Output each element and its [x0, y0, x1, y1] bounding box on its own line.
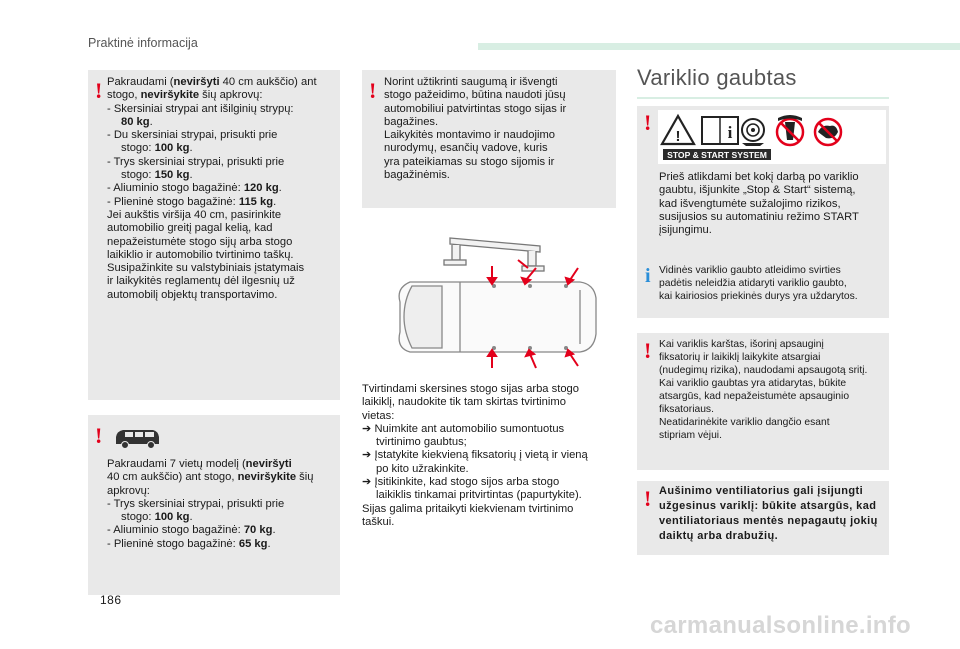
text-line — [659, 529, 878, 544]
warning-icon: ! — [644, 110, 652, 135]
text-line — [659, 429, 867, 442]
text: - Plieninė stogo bagažinė: — [107, 195, 239, 208]
bold-text: daiktų arba drabužių. — [659, 530, 779, 542]
text-line — [384, 76, 566, 89]
text: nepažeistumėte stogo sijų arba stogo — [107, 235, 293, 248]
text: laikiklio ir automobilio tvirtinimo taškų. — [107, 248, 294, 261]
text: kai kairiosios priekinės durys yra uždarytos. — [659, 291, 858, 302]
section-title: Variklio gaubtas — [637, 65, 797, 90]
text-line — [376, 489, 588, 502]
warning-icon: ! — [95, 423, 103, 448]
text: stogo: — [121, 511, 155, 524]
bold-text: 115 kg — [238, 195, 274, 208]
text-line — [659, 338, 867, 351]
text: 40 cm aukščio) ant stogo, — [107, 471, 238, 484]
text-line — [659, 390, 867, 403]
text: apkrovų: — [107, 484, 150, 497]
stop-start-label: STOP & START SYSTEM — [667, 150, 767, 160]
text: Norint užtikrinti saugumą ir išvengti — [384, 76, 558, 88]
text-line — [659, 377, 867, 390]
text-line — [107, 209, 317, 222]
warning-icon: ! — [369, 78, 377, 103]
text-line — [107, 103, 317, 116]
text: Tvirtindami skersines stogo sijas arba stogo — [362, 383, 580, 395]
bold-text: neviršyti — [245, 458, 292, 470]
text: fiksatorių ir laikiklį laikykite atsargiai — [659, 352, 821, 363]
warning-icon: ! — [644, 338, 652, 363]
text: atsargūs, kad nepažeistumėte apsauginio — [659, 391, 850, 402]
bold-text: 150 kg — [154, 169, 190, 182]
text-line — [107, 222, 317, 235]
text-line — [659, 416, 867, 429]
text: Jei aukštis viršija 40 cm, pasirinkite — [107, 208, 282, 221]
text: 40 cm aukščio) ant — [219, 76, 317, 88]
text: bagažinėmis. — [384, 169, 450, 182]
text: . — [267, 537, 271, 550]
text-line — [121, 116, 317, 129]
text-line — [362, 383, 588, 396]
text: yra pateikiamas su stogo sijomis ir — [384, 155, 555, 168]
text-line — [107, 129, 317, 142]
text-line — [659, 364, 867, 377]
text: Susipažinkite su valstybiniais įstatymais — [107, 262, 305, 275]
text: kad išvengtumėte sužalojimo rizikos, — [659, 197, 841, 210]
text-line — [121, 142, 317, 155]
text: - Skersiniai strypai ant išilginių strypų: — [107, 102, 294, 115]
text: Neatidarinėkite variklio dangčio esant — [659, 417, 830, 428]
text: Prieš atlikdami bet kokį darbą po variklio — [659, 171, 859, 183]
text: stogo pažeidimo, būtina naudoti jūsų — [384, 89, 566, 102]
text-line — [384, 89, 566, 102]
text: - Trys skersiniai strypai, prisukti prie — [107, 497, 285, 510]
text: ➔ Įstatykite kiekvieną fiksatorių į vietą ir vieną — [362, 449, 588, 462]
bold-text: neviršyti — [173, 76, 220, 88]
text: Kai variklio gaubtas yra atidarytas, būkite — [659, 378, 847, 389]
text: vietas: — [362, 409, 395, 422]
box4-text — [659, 171, 859, 237]
text-line — [384, 129, 566, 142]
text-line — [107, 249, 317, 262]
text-line — [107, 275, 317, 288]
text-line — [659, 499, 878, 514]
text: - Trys skersiniai strypai, prisukti prie — [107, 155, 285, 168]
text: Kai variklis karštas, išorinį apsauginį — [659, 339, 824, 350]
text-line — [362, 516, 588, 529]
text-line — [121, 511, 313, 524]
fixing-instructions — [362, 383, 588, 529]
header-accent-bar — [478, 43, 960, 50]
warning-icon: ! — [95, 78, 103, 103]
text-line — [659, 184, 859, 197]
svg-text:!: ! — [675, 128, 681, 145]
bold-text: 65 kg — [238, 537, 268, 550]
text-line — [384, 142, 566, 155]
text: . — [272, 524, 276, 537]
text-line — [362, 396, 588, 409]
text-line — [107, 182, 317, 195]
text: stipriam vėjui. — [659, 430, 722, 441]
text: padėtis neleidžia atidaryti variklio gaubto, — [659, 278, 847, 289]
bold-text: užgesinus variklį: būkite atsargūs, kad — [659, 500, 877, 512]
text-line — [659, 514, 878, 529]
text-line — [659, 351, 867, 364]
box2-text — [107, 458, 313, 551]
text-line — [107, 538, 313, 551]
text-line — [107, 89, 317, 102]
text-line — [107, 471, 313, 484]
bold-text: 80 kg — [121, 115, 150, 128]
text: Vidinės variklio gaubto atleidimo svirties — [659, 265, 841, 276]
text: susijusios su automatiniu režimo START — [659, 210, 859, 223]
bold-text: 70 kg — [243, 524, 273, 537]
text-line — [362, 410, 588, 423]
text: šių apkrovų: — [199, 89, 263, 102]
text-line — [107, 156, 317, 169]
text: - Du skersiniai strypai, prisukti prie — [107, 129, 278, 142]
text-line — [384, 156, 566, 169]
section-underline — [637, 97, 889, 99]
text: - Aliuminio stogo bagažinė: — [107, 182, 244, 195]
text-line — [659, 224, 859, 237]
text-line — [384, 169, 566, 182]
bold-text: ventiliatoriaus mentės nepagautų jokių — [659, 515, 878, 527]
bold-text: 100 kg — [154, 142, 190, 155]
text-line — [384, 103, 566, 116]
text-line — [121, 169, 317, 182]
text-line — [659, 290, 858, 303]
text-line — [659, 484, 878, 499]
text: ir laikykitės reglamentų dėl ilgesnių už — [107, 275, 295, 288]
text-line — [107, 262, 317, 275]
text: laikiklį, naudokite tik tam skirtas tvirtinimo — [362, 396, 566, 409]
text-line — [376, 436, 588, 449]
text: . — [149, 115, 153, 128]
text: automobilio greitį pagal kelią, kad — [107, 222, 273, 235]
box5-text — [659, 264, 858, 303]
text-line — [107, 76, 317, 89]
van-side-icon — [113, 428, 161, 450]
text: ➔ Nuimkite ant automobilio sumontuotus — [362, 422, 565, 435]
text: Pakraudami 7 vietų modelį ( — [107, 458, 246, 470]
text: Sijas galima pritaikyti kiekvienam tvirtinimo — [362, 502, 574, 515]
warning-icon: ! — [644, 486, 652, 511]
text: tvirtinimo gaubtus; — [376, 436, 467, 449]
text-line — [107, 196, 317, 209]
text-line — [362, 449, 588, 462]
text: nurodymų, esančių vadove, kuris — [384, 142, 548, 155]
text: po kito užrakinkite. — [376, 462, 469, 475]
text-line — [659, 171, 859, 184]
text-line — [376, 463, 588, 476]
text-line — [107, 498, 313, 511]
text: - Aliuminio stogo bagažinė: — [107, 524, 244, 537]
info-icon: i — [645, 265, 651, 287]
text: automobilį objektų transportavimo. — [107, 288, 278, 301]
text-line — [107, 458, 313, 471]
box6-text — [659, 338, 867, 442]
text: šių — [296, 471, 314, 484]
text: automobiliui patvirtintas stogo sijas ir — [384, 102, 567, 115]
page-header: Praktinė informacija — [88, 36, 198, 50]
text: . — [189, 169, 193, 182]
bold-text: Aušinimo ventiliatorius gali įsijungti — [659, 485, 864, 497]
text-line — [107, 289, 317, 302]
text: bagažines. — [384, 115, 439, 128]
text: Laikykitės montavimo ir naudojimo — [384, 129, 555, 142]
text: . — [189, 511, 193, 524]
text: stogo, — [107, 89, 141, 102]
text-line — [659, 211, 859, 224]
text-line — [107, 236, 317, 249]
box1-text — [107, 76, 317, 302]
watermark: carmanualsonline.info — [650, 612, 912, 639]
text-line — [384, 116, 566, 129]
bold-text: neviršykite — [140, 89, 200, 102]
text: gaubtu, išjunkite „Stop & Start“ sistemą, — [659, 184, 856, 197]
text: Pakraudami ( — [107, 76, 174, 88]
bold-text: neviršykite — [237, 471, 297, 484]
text-line — [107, 524, 313, 537]
text-line — [659, 264, 858, 277]
text-line — [362, 476, 588, 489]
text-line — [659, 277, 858, 290]
text-line — [659, 403, 867, 416]
text: . — [278, 182, 282, 195]
text-line — [107, 485, 313, 498]
text: taškui. — [362, 515, 395, 528]
text-line — [659, 198, 859, 211]
text: . — [189, 142, 193, 155]
text-line — [362, 423, 588, 436]
box3-text — [384, 76, 566, 182]
text: (nudegimų rizika), naudodami apsaugotą sritį. — [659, 365, 868, 376]
text: ➔ Įsitikinkite, kad stogo sijos arba stogo — [362, 476, 560, 489]
text: - Plieninė stogo bagažinė: — [107, 537, 239, 550]
text: laikiklis tinkamai pritvirtintas (papurtykite). — [376, 489, 582, 502]
bold-text: 100 kg — [154, 511, 190, 524]
text: . — [273, 195, 277, 208]
text: įsijungimu. — [659, 224, 712, 237]
text: stogo: — [121, 142, 155, 155]
svg-text:i: i — [727, 123, 733, 142]
page-number: 186 — [100, 593, 122, 607]
bold-text: 120 kg — [243, 182, 279, 195]
box7-text — [659, 484, 878, 544]
safety-icons — [660, 112, 886, 162]
text-line — [362, 503, 588, 516]
text: stogo: — [121, 169, 155, 182]
roof-bars-illustration — [380, 220, 612, 380]
text: fiksatoriaus. — [659, 404, 714, 415]
